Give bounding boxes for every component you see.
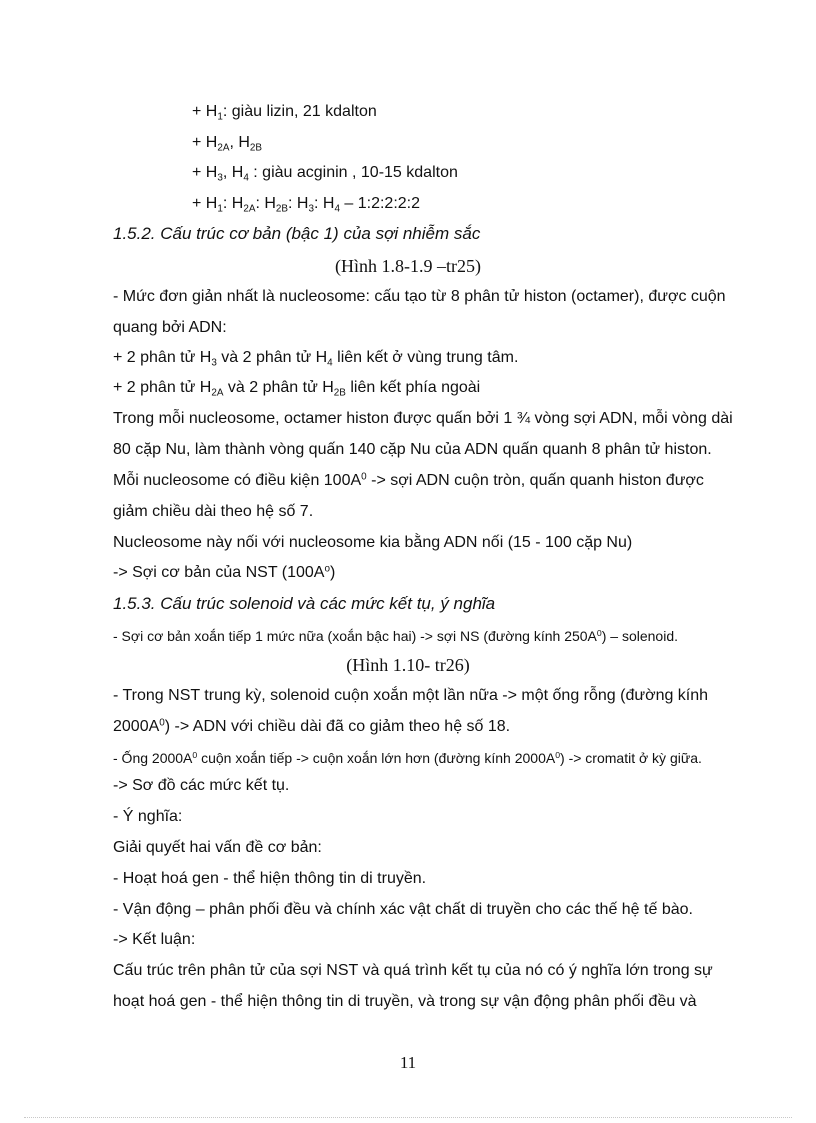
section-heading-1-5-2: 1.5.2. Cấu trúc cơ bản (bậc 1) của sợi nhiễm sắc — [113, 224, 481, 243]
paragraph-line: - Sợi cơ bản xoắn tiếp 1 mức nữa (xoắn bậc hai) -> sợi NS (đường kính $250A^0$) – solenoid. — [113, 628, 679, 644]
paragraph-line: - Mức đơn giản nhất là nucleosome: cấu tạo từ 8 phân tử histon (octamer), được cuộn — [113, 288, 726, 305]
paragraph-line: Nucleosome này nối với nucleosome kia bằng ADN nối (15 - 100 cặp Nu) — [113, 534, 633, 551]
paragraph-line: quang bởi ADN: — [113, 319, 227, 336]
paragraph-line: Trong mỗi nucleosome, octamer histon được quấn bởi 1 ¾ vòng sợi ADN, mỗi vòng dài — [113, 410, 733, 427]
paragraph-line: Giải quyết hai vấn đề cơ bản: — [113, 839, 322, 856]
histone-h1-line: + $H_1$: giàu lizin, 21 kdalton — [192, 103, 377, 123]
paragraph-line: - Hoạt hoá gen - thể hiện thông tin di truyền. — [113, 870, 427, 887]
paragraph-line: - Ống $2000A^0$ cuộn xoắn tiếp -> cuộn xoắn lớn hơn (đường kính $2000A^0$) -> cromatit ở kỳ giữa. — [113, 750, 702, 766]
paragraph-line: Mỗi nucleosome có điều kiện $100A^0$ -> sợi ADN cuộn tròn, quấn quanh histon được — [113, 471, 704, 489]
section-heading-1-5-3: 1.5.3. Cấu trúc solenoid và các mức kết tụ, ý nghĩa — [113, 594, 496, 613]
paragraph-line: -> Sợi cơ bản của NST $(100A^o)$ — [113, 563, 336, 581]
paragraph-line: - Vận động – phân phối đều và chính xác vật chất di truyền cho các thế hệ tế bào. — [113, 901, 693, 918]
paragraph-line: 80 cặp Nu, làm thành vòng quấn 140 cặp Nu của ADN quấn quanh 8 phân tử histon. — [113, 441, 712, 458]
paragraph-line: + 2 phân tử $H_{2A}$ và 2 phân tử $H_{2B}$ liên kết phía ngoài — [113, 379, 481, 399]
bottom-dotted-rule — [24, 1117, 792, 1118]
paragraph-line: Cấu trúc trên phân tử của sợi NST và quá trình kết tụ của nó có ý nghĩa lớn trong sự — [113, 962, 713, 979]
paragraph-line: $2000A^0$) -> ADN với chiều dài đã co giảm theo hệ số 18. — [113, 717, 511, 735]
page-number: 11 — [399, 1053, 417, 1072]
paragraph-line: giảm chiều dài theo hệ số 7. — [113, 503, 314, 520]
paragraph-line: - Trong NST trung kỳ, solenoid cuộn xoắn một lần nữa -> một ống rỗng (đường kính — [113, 687, 709, 704]
paragraph-line: -> Sơ đồ các mức kết tụ. — [113, 777, 290, 794]
figure-reference-1: (Hình 1.8-1.9 –tr25) — [335, 256, 481, 276]
figure-reference-2: (Hình 1.10- tr26) — [346, 655, 470, 675]
paragraph-line: -> Kết luận: — [113, 931, 196, 948]
histone-ratio-line: + $H_1$: $H_{2A}$: $H_{2B}$: $H_3$: $H_4$ – 1:2:2:2:2 — [192, 195, 421, 215]
histone-h3-h4-line: + $H_3$, $H_4$ : giàu acginin , 10-15 kdalton — [192, 164, 458, 184]
histone-h2a-h2b-line: + $H_{2A}$, $H_{2B}$ — [192, 134, 263, 154]
paragraph-line: hoạt hoá gen - thể hiện thông tin di truyền, và trong sự vận động phân phối đều và — [113, 993, 697, 1010]
paragraph-line: + 2 phân tử $H_3$ và 2 phân tử $H_4$ liên kết ở vùng trung tâm. — [113, 349, 519, 369]
paragraph-line: - Ý nghĩa: — [113, 808, 183, 825]
